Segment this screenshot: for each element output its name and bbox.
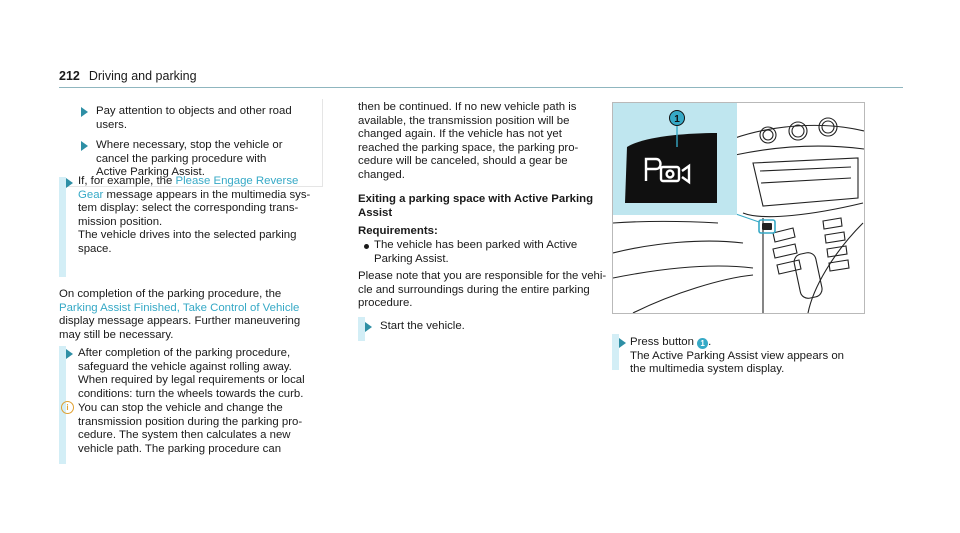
step-engage-reverse: If, for example, the Please Engage Reverse Gear message appears in the multimedia sys- tem display: select the corresponding trans- mission position. The vehicle drives into the selected parking space. xyxy=(78,175,311,255)
info-icon: i xyxy=(61,401,74,414)
header-divider xyxy=(59,87,903,88)
section-title: Driving and parking xyxy=(88,69,197,83)
message-link[interactable]: Gear xyxy=(78,188,104,201)
callout-badge-icon: 1 xyxy=(697,338,708,349)
message-link[interactable]: Please Engage Reverse xyxy=(175,175,299,187)
step-arrow-icon xyxy=(66,349,73,359)
section-heading: Exiting a parking space with Active Parking Assist xyxy=(358,193,594,219)
step-arrow-icon xyxy=(619,338,626,348)
page-number: 212 xyxy=(59,69,80,83)
paragraph-responsibility: Please note that you are responsible for the vehi- cle and surroundings during the entire parking procedure. xyxy=(358,270,607,310)
step-safeguard: After completion of the parking procedure, safeguard the vehicle against rolling away. When required by legal requirements or local conditions: turn the wheels towards the curb. xyxy=(78,347,305,400)
box-item-1: Pay attention to objects and other road users. xyxy=(96,105,292,131)
console-illustration xyxy=(613,103,864,313)
requirement-item: The vehicle has been parked with Active Parking Assist. xyxy=(374,239,578,265)
step-arrow-icon xyxy=(66,178,73,188)
step-press-button: Press button 1 . The Active Parking Assist view appears on the multimedia system display. xyxy=(630,336,844,376)
step-bar xyxy=(612,334,619,370)
step-bar xyxy=(358,317,365,341)
callout-number: 1 xyxy=(674,114,680,125)
center-console-figure xyxy=(612,102,865,314)
step-arrow-icon xyxy=(365,322,372,332)
paragraph-parking-finished: On completion of the parking procedure, the Parking Assist Finished, Take Control of Vehicle display message appears. Further maneuvering may still be necessary. xyxy=(59,288,344,342)
page-header xyxy=(59,70,197,84)
step-arrow-icon xyxy=(81,141,88,151)
requirements-label: Requirements: xyxy=(358,225,438,237)
step-bar xyxy=(59,177,66,277)
step-arrow-icon xyxy=(81,107,88,117)
note-continuation: then be continued. If no new vehicle path is available, the transmission position will be changed again. If the vehicle has not yet reached the parking space, the parking pro- cedure will be canceled, should a gear be changed. xyxy=(358,101,579,181)
step-start-vehicle: Start the vehicle. xyxy=(380,320,465,332)
box-item-2: Where necessary, stop the vehicle or cancel the parking procedure with Active Parking Assist. xyxy=(96,139,283,179)
note-stop-vehicle: You can stop the vehicle and change the transmission position during the parking pro- cedure. The system then calculates a new vehicle path. The parking procedure can xyxy=(78,402,303,455)
message-link[interactable]: Parking Assist Finished, Take Control of Vehicle xyxy=(59,301,300,314)
bullet-icon xyxy=(364,244,369,249)
